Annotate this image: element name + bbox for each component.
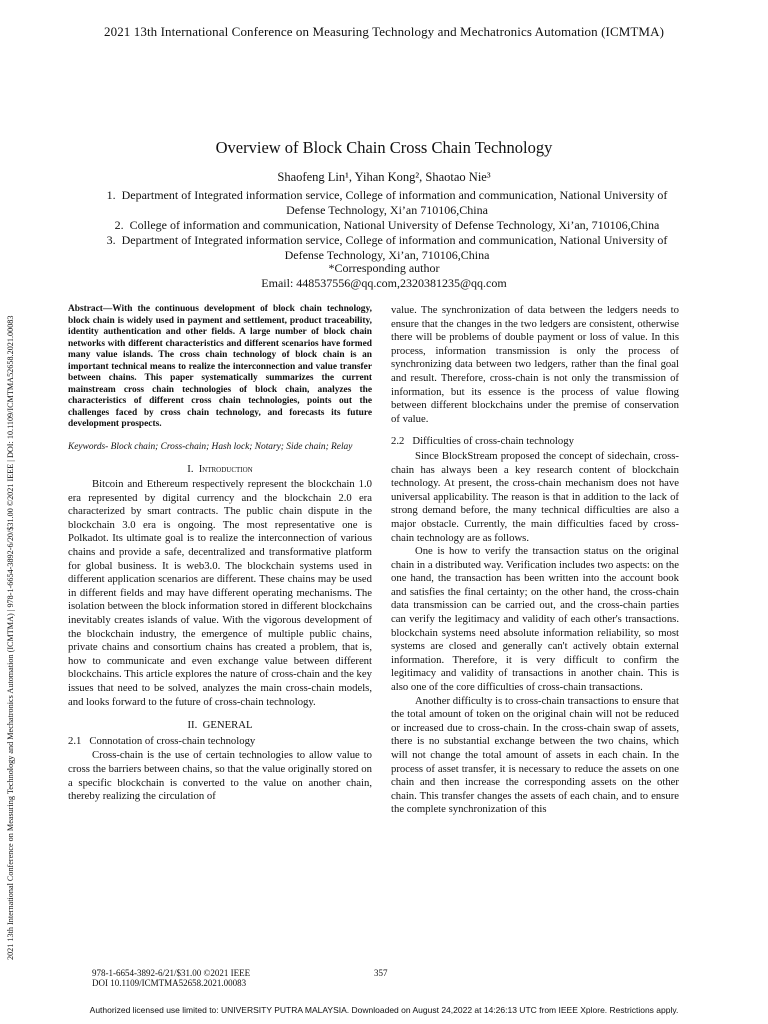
subsection-heading-2-2 bbox=[391, 435, 679, 449]
body-paragraph: Cross-chain is the use of certain technologies to allow value to cross the barriers between chains, so that the value originally stored on a specific blockchain is converted to the value on another chain, thereby realizing the circulation of bbox=[68, 749, 372, 803]
footer-isbn: 978-1-6654-3892-6/21/$31.00 ©2021 IEEE bbox=[92, 968, 251, 978]
introduction-paragraph: Bitcoin and Ethereum respectively represent the blockchain 1.0 era represented by digital currency and the blockchain 2.0 era characterized by smart contracts. The public chain dispute in the blockchain 3.0 era is ongoing. The most representative one is Polkadot. Its ultimate goal is to realize the interconnection of various chains and provide a safe, decentralized and transformative platform for global business. It is web3.0. The blockchain systems used in different application scenarios are different. These chains may be used in different fields and may have different operating mechanisms. The isolation between the block information stored in different blockchains inevitably creates islands of value. With the vigorous development of the blockchain industry, the emergence of multiple public chains, private chains and consortium chains has created a problem, that is, how to communicate and even exchange value between different blockchains. This article explores the nature of cross-chain and the key issues that need to be solved, analyzes the main cross-chain models, and looks forward to the future of cross-chain technology. bbox=[68, 478, 372, 708]
body-paragraph: One is how to verify the transaction status on the original chain in a distributed way. Verification includes two aspects: on the one hand, the transaction has been written into the account book and satisfies the final certainty; on the other hand, the cross-chain data transmission can be carried out, and the cross-chain parties can verify the legitimacy and validity of each other's transactions. blockchain systems need absolute information reliability, so most systems are closed and generally can't actively obtain external information. Therefore, it is very difficult to confirm the legitimacy and validity of transactions in another chain. This is also one of the core difficulties of cross-chain transactions. bbox=[391, 545, 679, 694]
footer-doi: DOI 10.1109/ICMTMA52658.2021.00083 bbox=[92, 978, 247, 988]
affiliation-2 bbox=[92, 218, 682, 233]
subsection-number: 2.1 bbox=[68, 734, 82, 747]
section-number: II. bbox=[187, 719, 198, 732]
side-citation-text: 2021 13th International Conference on Measuring Technology and Mechatronics Automation (ICMTMA) | 978-1-6654-3892-6/20/$31.00 ©2021 IEEE | DOI: 10.1109/ICMTMA52658.2021.00083 bbox=[6, 315, 15, 960]
corresponding-author: *Corresponding author bbox=[328, 261, 440, 275]
affiliation-text: Department of Integrated information service, College of information and communication, National University of Defense Technology, Xi’an, 710106,China bbox=[121, 233, 668, 262]
section-title: Introduction bbox=[198, 463, 253, 475]
keywords: Keywords- Block chain; Cross-chain; Hash lock; Notary; Side chain; Relay bbox=[68, 441, 353, 452]
affiliation-1 bbox=[92, 188, 682, 218]
body-paragraph: Since BlockStream proposed the concept of sidechain, cross-chain has always been a key research content of blockchain technology. At present, the cross-chain mechanism does not have universal applicability. The reason is that in addition to the lack of strong demand before, the many technical difficulties are also a major obstacle. Currently, the main difficulties faced by cross-chain technology are as follows. bbox=[391, 449, 679, 544]
subsection-title: Difficulties of cross-chain technology bbox=[412, 435, 574, 448]
left-column bbox=[68, 304, 372, 804]
affiliation-text: Department of Integrated information service, College of information and communication, National University of Defense Technology, Xi’an 710106,China bbox=[121, 188, 668, 217]
body-paragraph: value. The synchronization of data between the ledgers needs to ensure that the changes in the two ledgers are consistent, otherwise there will be problems of double payment or loss of value. In this process, information transmission is only the process of synchronizing data between two ledgers, rather than the final goal and result. Therefore, cross-chain is not only the transmission of information, but its essence is the process of value flowing between different blockchains under the premise of conservation of value. bbox=[391, 304, 679, 425]
license-notice: Authorized licensed use limited to: UNIVERSITY PUTRA MALAYSIA. Downloaded on August 24,2022 at 14:26:13 UTC from IEEE Xplore. Restrictions apply. bbox=[89, 1005, 679, 1015]
author-list: Shaofeng Lin¹, Yihan Kong², Shaotao Nie³ bbox=[277, 170, 491, 184]
author-email: Email: 448537556@qq.com,2320381235@qq.com bbox=[261, 276, 507, 290]
body-paragraph: Another difficulty is to cross-chain transactions to ensure that the total amount of token on the original chain will not be reduced or increased due to cross-chain. In the cross-chain swap of assets, there is no substantial exchange between the two chains, which will not change the total amount of assets in each chain. In the process of asset transfer, it is necessary to reduce the assets on one chain and then increase the corresponding assets on the other chain. This transfer changes the assets of each chain, and to ensure the complete synchronization of this bbox=[391, 694, 679, 816]
affiliation-number: 2. bbox=[114, 218, 124, 232]
section-heading-introduction bbox=[68, 463, 372, 477]
subsection-heading-2-1 bbox=[68, 735, 372, 749]
right-column bbox=[391, 304, 679, 817]
affiliation-text: College of information and communication, National University of Defense Technology, Xi’an, 710106,China bbox=[129, 218, 660, 232]
conference-header: 2021 13th International Conference on Measuring Technology and Mechatronics Automation (ICMTMA) bbox=[104, 24, 664, 39]
section-number: I. bbox=[187, 462, 194, 475]
paper-title: Overview of Block Chain Cross Chain Technology bbox=[215, 138, 553, 157]
affiliation-3 bbox=[92, 233, 682, 263]
section-heading-general bbox=[68, 719, 372, 733]
affiliation-number: 1. bbox=[106, 188, 116, 202]
footer-identifiers bbox=[92, 968, 250, 988]
side-citation-strip bbox=[4, 100, 18, 960]
subsection-number: 2.2 bbox=[391, 435, 405, 448]
abstract: Abstract—With the continuous development of block chain technology, block chain is widely used in payment and settlement, product traceability, identity authentication and other fields. A large number of block chain networks with different characteristics and different scenarios have formed many value islands. The cross chain technology of block chain is an important technical means to realize the interconnection and value transfer between chains. This paper systematically summarizes the current mainstream cross chain technologies of block chain, analyzes the characteristics of different cross chain technologies, points out the challenges faced by cross chain technology, and forecasts its future development prospects. bbox=[68, 304, 372, 429]
section-title: GENERAL bbox=[202, 719, 253, 732]
page-number: 357 bbox=[374, 968, 388, 978]
affiliation-number: 3. bbox=[106, 233, 116, 247]
subsection-title: Connotation of cross-chain technology bbox=[89, 734, 256, 747]
